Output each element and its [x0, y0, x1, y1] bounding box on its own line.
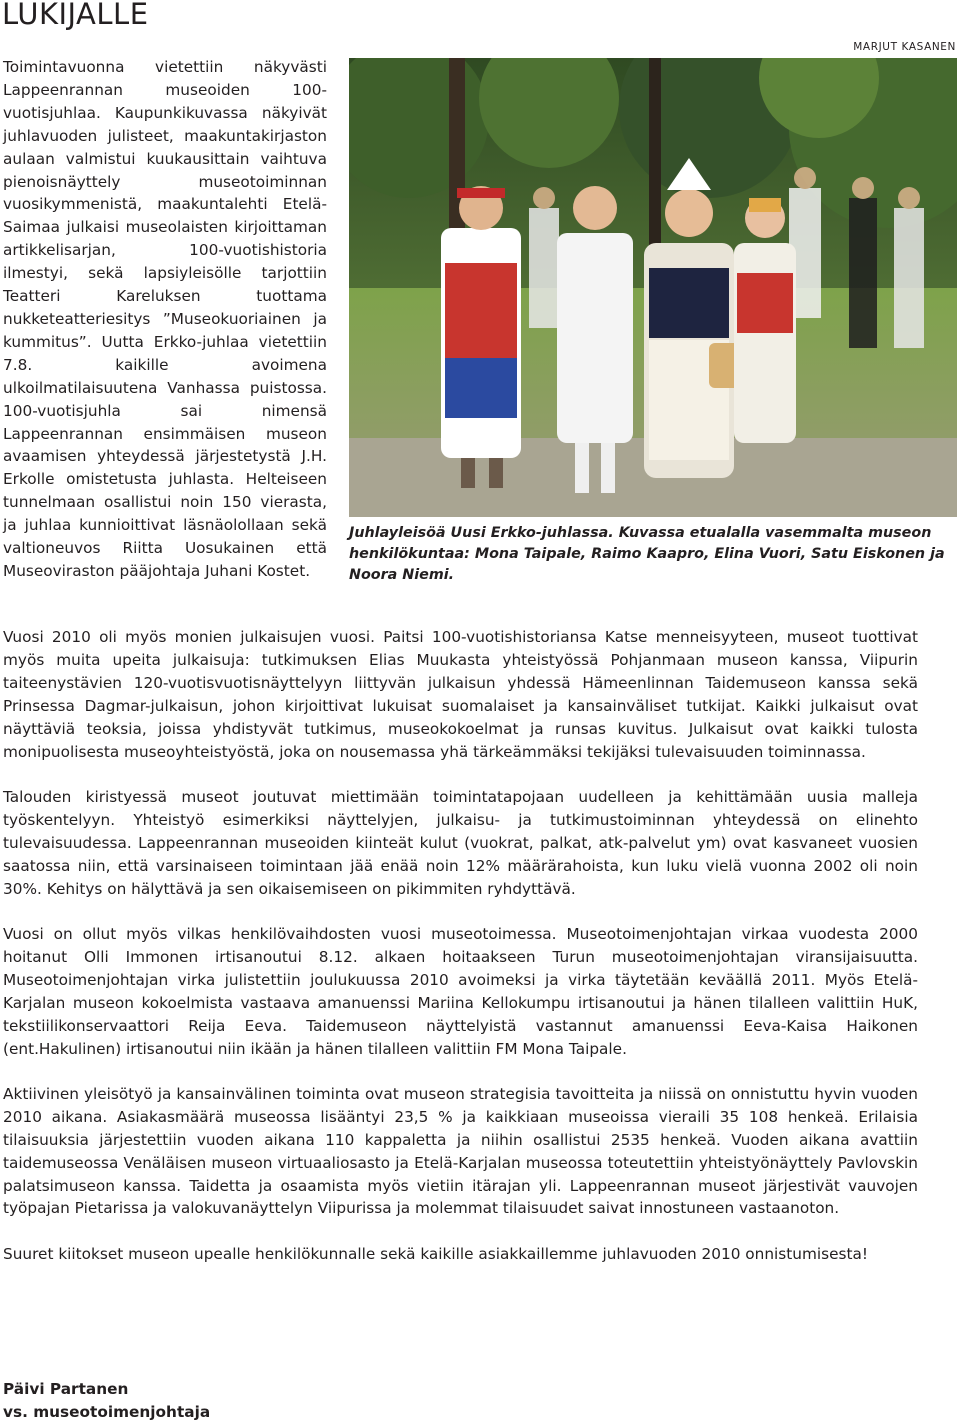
page-title: LUKIJALLE	[2, 0, 149, 31]
body-text	[3, 626, 918, 1288]
paragraph: Aktiivinen yleisötyö ja kansainvälinen toiminta ovat museon strategisia tavoitteita ja niissä on onnistuttu hyvin vuoden 2010 aikana. Asiakasmäärä museossa lisääntyi 23,5 % ja kaikkiaan museoissa vieraili 35 108 henkeä. Erilaisia tilaisuuksia järjestettiin vuoden aikana 110 kappaletta ja niihin osallistui 2535 henkeä. Vuoden aikana avattiin taidemuseossa Venäläisen museon virtuaaliosasto ja Etelä-Karjalan museossa toteutettiin yhteistyönäyttely Pavlovskin palatsimuseon kanssa. Taidetta ja osaamista myös vietiin itärajan yli. Lappeenrannan museot järjestivät vauvojen työpajan Pietarissa ja valokuvanäyttelyn Viipurissa ja molemmat tilaisuudet saivat innostuneen vastaanoton.	[3, 1084, 918, 1218]
signature-name: Päivi Partanen	[3, 1380, 129, 1398]
signature-role: vs. museotoimenjohtaja	[3, 1402, 211, 1421]
paragraph: Vuosi 2010 oli myös monien julkaisujen vuosi. Paitsi 100-vuotishistoriansa Katse menneisyyteen, museot tuottivat myös muita upeita julkaisuja: tutkimuksen Elias Muukasta yhteistyössä Pohjanmaan museon kanssa, Viipurin taiteenystävien 120-vuotisvuotisnäyttelyyn liittyvän julkaisun yhdessä Hämeenlinnan Taidemuseon kanssa sekä Prinsessa Dagmar-julkaisun, johon kirjoittivat lukuisat suomalaiset ja kansainväliset tutkijat. Kaikki julkaisut ovat näyttäviä teoksia, joissa yhdistyvät tutkimus, museokokoelmat ja runsas kuvitus. Julkaisut ovat kaikki tulosta monipuolisesta museoyhteistyöstä, joka on nousemassa yhä tärkeämmäksi tekijäksi tulevaisuuden toiminnassa.	[3, 628, 918, 761]
photo-credit: MARJUT KASANEN	[853, 41, 956, 53]
signature	[3, 1378, 210, 1424]
intro-column: Toimintavuonna vietettiin näkyvästi Lappeenrannan museoiden 100-vuotisjuhlaa. Kaupunkikuvassa näkyivät juhlavuoden julisteet, maakuntakirjaston aulaan valmistui kuukausittain vaihtuva pienoisnäyttely museotoiminnan vuosikymmenistä, maakuntalehti Etelä-Saimaa julkaisi museolaisten kirjoittaman artikkelisarjan, 100-vuotishistoria ilmestyi, sekä lapsiyleisölle tarjottiin Teatteri Kareluksen tuottama nukketeatteriesitys ”Museokuoriainen ja kummitus”. Uutta Erkko-juhlaa vietettiin 7.8. kaikille avoimena ulkoilmatilaisuutena Vanhassa puistossa. 100-vuotisjuhla sai nimensä Lappeenrannan ensimmäisen museon avaamisen yhteydessä järjestetystä J.H. Erkolle omistetusta juhlasta. Helteiseen tunnelmaan osallistui noin 150 vierasta, ja juhlaa kunnioittivat läsnäolollaan sekä valtioneuvos Riitta Uosukainen että Museoviraston pääjohtaja Juhani Kostet.	[3, 58, 327, 580]
photo-caption: Juhlayleisöä Uusi Erkko-juhlassa. Kuvassa etualalla vasemmalta museon henkilökuntaa: Mona Taipale, Raimo Kaapro, Elina Vuori, Satu Eiskonen ja Noora Niemi.	[349, 525, 945, 583]
paragraph: Vuosi on ollut myös vilkas henkilövaihdosten vuosi museotoimessa. Museotoimenjohtajan virkaa vuodesta 2000 hoitanut Olli Immonen irtisanoutui 8.12. alkaen hoitaakseen Turun museotoimenjohtajan viransijaisuutta. Museotoimenjohtajan virka julistettiin joulukuussa 2010 avoimeksi ja virka täytetään keväällä 2011. Myös Etelä-Karjalan museon kokoelmista vastaava amanuenssi Mariina Kellokumpu irtisanoutui ja hänen tilalleen valittiin HuK, tekstiilikonservaattori Reija Eeva. Taidemuseon näyttelyistä vastannut amanuenssi Eeva-Kaisa Haikonen (ent.Hakulinen) irtisanoutui niin ikään ja hänen tilalleen valittiin FM Mona Taipale.	[3, 924, 918, 1058]
festival-photo	[349, 58, 957, 517]
paragraph: Talouden kiristyessä museot joutuvat miettimään toimintatapojaan uudelleen ja kehittämään uusia malleja työskentelyyn. Yhteistyö esimerkiksi näyttelyjen, julkaisu- ja tutkimustoiminnan yhteydessä on elinehto tulevaisuudessa. Lappeenrannan museoiden kiinteät kulut (vuokrat, palkat, atk-palvelut ym) ovat kasvaneet vuosien saatossa niin, että varsinaiseen toimintaan jää enää noin 12% määrärahoista, kun luku vielä vuonna 2002 oli noin 30%. Kehitys on hälyttävä ja sen oikaisemiseen on pikimmiten ryhdyttävä.	[3, 787, 918, 898]
paragraph: Suuret kiitokset museon upealle henkilökunnalle sekä kaikille asiakkaillemme juhlavuoden 2010 onnistumisesta!	[3, 1244, 868, 1263]
festival-photo-illustration	[349, 58, 957, 517]
